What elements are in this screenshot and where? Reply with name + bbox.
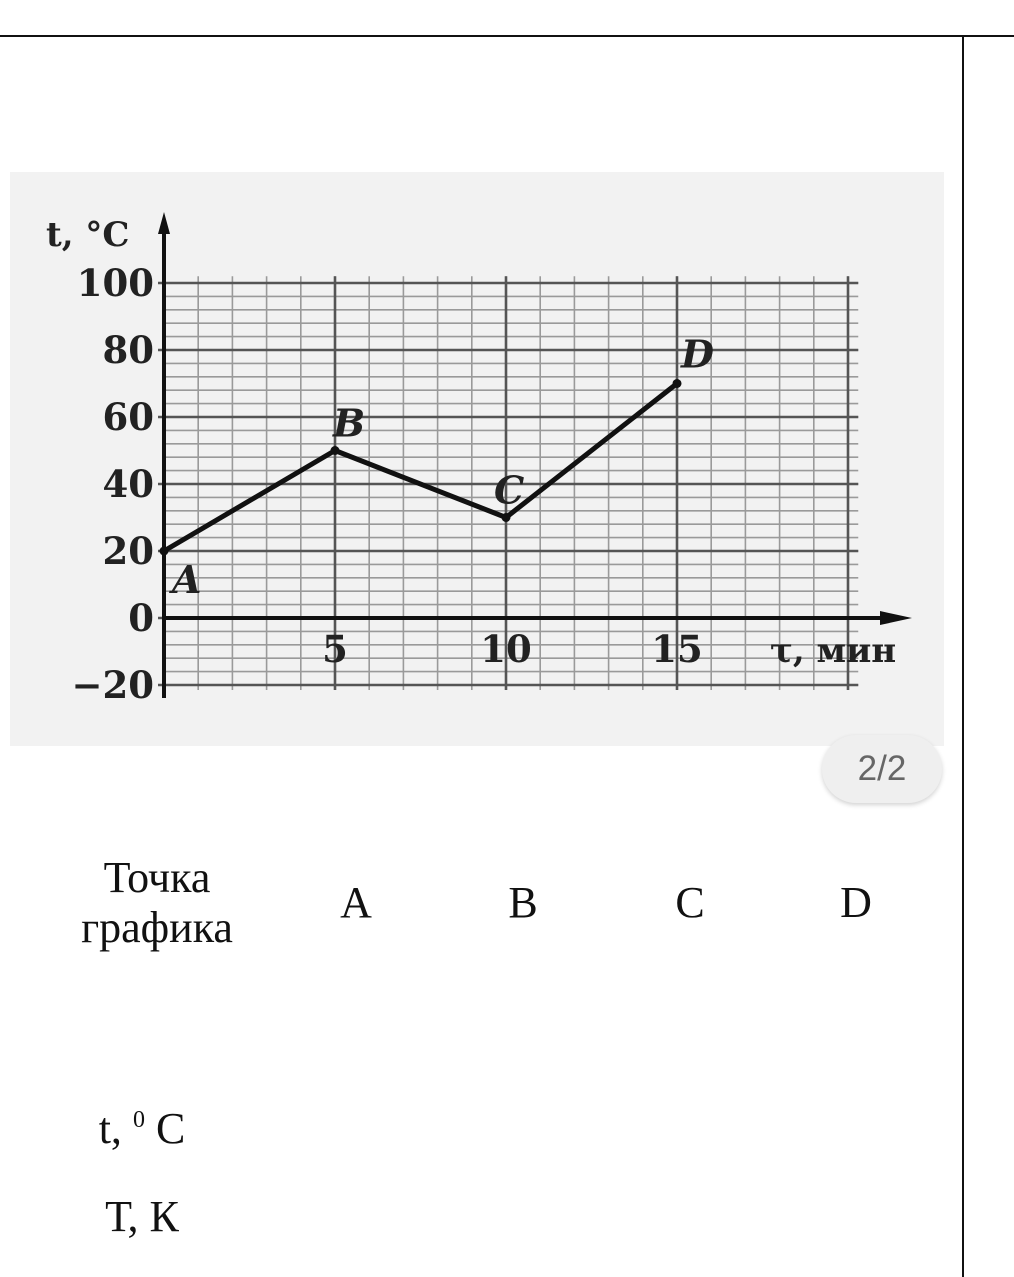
row-label-celsius-degree: 0	[132, 1107, 145, 1133]
data-point	[160, 547, 169, 556]
series-line	[164, 384, 677, 552]
top-divider	[0, 35, 1014, 37]
point-label: C	[494, 467, 525, 513]
y-axis-arrow	[158, 212, 170, 234]
y-tick-label: 20	[102, 529, 154, 573]
data-point	[502, 513, 511, 522]
chart-image	[10, 172, 944, 746]
y-tick-label: 80	[102, 328, 154, 372]
column-point-d: D	[840, 878, 872, 927]
table-header-label: Точка графика	[81, 853, 233, 952]
temperature-chart	[10, 172, 944, 746]
point-label: B	[333, 400, 366, 446]
x-tick-label: 10	[480, 627, 532, 671]
y-tick-label: 60	[102, 395, 154, 439]
y-tick-label: 40	[102, 462, 154, 506]
row-label-celsius-unit: С	[144, 1104, 186, 1153]
column-point-b: B	[508, 878, 538, 927]
data-point	[673, 379, 682, 388]
data-point	[331, 446, 340, 455]
right-divider	[962, 35, 964, 1277]
y-tick-label: 0	[128, 596, 154, 640]
axes	[158, 212, 912, 698]
row-label-celsius	[52, 1104, 232, 1161]
row-label-kelvin: Т, К	[105, 1192, 179, 1241]
y-axis-title: t, °C	[46, 215, 130, 255]
y-tick-label: 100	[76, 261, 154, 305]
point-label: A	[172, 557, 202, 602]
x-axis-arrow	[880, 611, 912, 625]
page-counter-badge[interactable]	[822, 735, 942, 803]
x-axis-title: τ, мин	[770, 631, 897, 671]
point-label: D	[681, 331, 714, 377]
column-point-a: A	[340, 878, 372, 927]
y-tick-label: −20	[71, 663, 154, 707]
series	[160, 332, 715, 603]
page-counter-text: 2/2	[857, 749, 907, 788]
x-tick-label: 15	[651, 627, 703, 671]
column-point-c: C	[675, 878, 705, 927]
row-label-celsius-text: t,	[98, 1104, 133, 1153]
x-tick-label: 5	[322, 627, 348, 671]
